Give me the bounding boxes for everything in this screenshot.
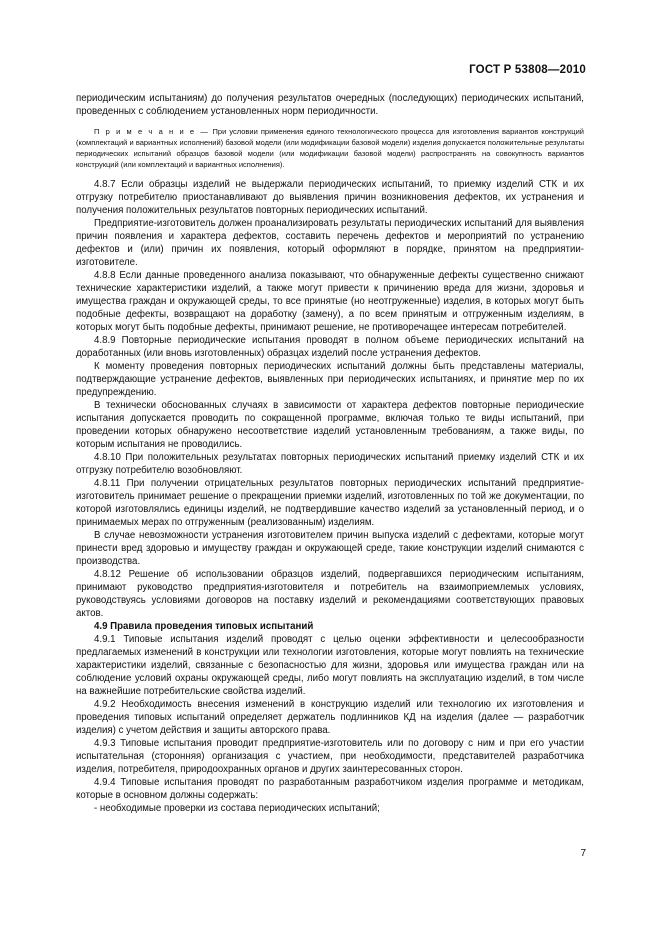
paragraph-4-8-10: 4.8.10 При положительных результатах повторных периодических испытаний приемку изделий СТК и их отгрузку потребителю возобновляют. xyxy=(76,452,584,476)
page-number: 7 xyxy=(580,848,586,859)
note xyxy=(76,126,584,170)
paragraph-4-9-3: 4.9.3 Типовые испытания проводит предприятие-изготовитель или по договору с ним и при его участии испытательная (сторонняя) организация с участием, при необходимости, представителей разработчика изделия, потребителя, природоохранных органов и других заинтересованных сторон. xyxy=(76,738,584,775)
paragraph-4-8-7: 4.8.7 Если образцы изделий не выдержали периодических испытаний, то приемку изделий СТК и их отгрузку потребителю приостанавливают до выявления причин возникновения дефектов, их устранения и получения положительных результатов повторных периодических испытаний. xyxy=(76,179,584,216)
paragraph: В технически обоснованных случаях в зависимости от характера дефектов повторные периодические испытания допускается проводить по сокращенной программе, включая только те виды испытаний, при проведении которых обнаружено несоответствие изделий установленным требованиям, а также виды, по которым испытания не проводились. xyxy=(76,400,584,450)
paragraph: К моменту проведения повторных периодических испытаний должны быть представлены материалы, подтверждающие устранение дефектов, выявленных при периодических испытаниях, и принятие мер по их предупреждению. xyxy=(76,361,584,398)
paragraph-4-9-2: 4.9.2 Необходимость внесения изменений в конструкцию изделий или технологию их изготовления и проведения типовых испытаний определяет держатель подлинников КД на изделия (далее — разработчик изделия) с учетом действия и защиты авторского права. xyxy=(76,699,584,736)
document-header: ГОСТ Р 53808—2010 xyxy=(469,64,586,76)
paragraph-4-9-1: 4.9.1 Типовые испытания изделий проводят с целью оценки эффективности и целесообразности предлагаемых изменений в конструкции или технологии изготовления, которые могут повлиять на технические характеристики изделий, связанные с безопасностью для жизни, здоровья или имущества граждан или на соблюдение условий охраны окружающей среды, либо могут повлиять на эксплуатацию изделий, в том числе на важнейшие потребительские свойства изделий. xyxy=(76,634,584,697)
paragraph: Предприятие-изготовитель должен проанализировать результаты периодических испытаний для выявления причин появления и характера дефектов, составить перечень дефектов и мероприятий по устранению дефектов и (или) причин их появления, который оформляют в порядке, принятом на предприятии-изготовителе. xyxy=(76,218,584,268)
page-content xyxy=(76,92,584,815)
paragraph: периодическим испытаниям) до получения результатов очередных (последующих) периодических испытаний, проведенных с соблюдением установленных норм периодичности. xyxy=(76,93,584,117)
note-label: П р и м е ч а н и е — xyxy=(94,127,210,136)
paragraph-4-8-8: 4.8.8 Если данные проведенного анализа показывают, что обнаруженные дефекты существенно снижают технические характеристики изделий, а также могут привести к причинению вреда для жизни, здоровья и имущества граждан и окружающей среды, то все принятые (но неотгруженные) изделия, в которых могут быть подобные дефекты, возвращают на доработку (замену), а по всем принятым и отгруженным изделиям, в которых могут быть подобные дефекты, принимают решение, не противоречащее интересам потребителей. xyxy=(76,270,584,333)
paragraph-4-8-12: 4.8.12 Решение об использовании образцов изделий, подвергавшихся периодическим испытаниям, принимают руководство предприятия-изготовителя и потребитель на взаимоприемлемых условиях, руководствуясь условиями договоров на поставку изделий и рекомендациями соответствующих правовых актов. xyxy=(76,569,584,619)
paragraph-4-8-9: 4.8.9 Повторные периодические испытания проводят в полном объеме периодических испытаний на доработанных (или вновь изготовленных) образцах изделий после устранения дефектов. xyxy=(76,335,584,359)
paragraph-4-8-11: 4.8.11 При получении отрицательных результатов повторных периодических испытаний предприятие-изготовитель принимает решение о прекращении приемки изделий, изготовленных по той же документации, по которой изготовлялись единицы изделий, не подтвердившие качество изделий за установленный период, и о принимаемых мерах по отгруженным (реализованным) изделиям. xyxy=(76,478,584,528)
list-item: - необходимые проверки из состава периодических испытаний; xyxy=(94,803,380,814)
note-text: При условии применения единого технологического процесса для изготовления вариантов конструкций (комплектаций и вариантных исполнений) базовой модели (или модификации базовой модели) изделия допускается положительные результаты периодических испытаний образцов базовой модели (или модификации базовой модели) распространять на совокупность вариантов конструкций (или комплектаций и вариантных исполнения). xyxy=(76,127,584,169)
paragraph-4-9-4: 4.9.4 Типовые испытания проводят по разработанным разработчиком изделия программе и методикам, которые в основном должны содержать: xyxy=(76,777,584,801)
section-title: 4.9 Правила проведения типовых испытаний xyxy=(94,621,314,632)
paragraph: В случае невозможности устранения изготовителем причин выпуска изделий с дефектами, которые могут принести вред здоровью и имуществу граждан и окружающей среде, такие конструкции изделий снимаются с производства. xyxy=(76,530,584,567)
